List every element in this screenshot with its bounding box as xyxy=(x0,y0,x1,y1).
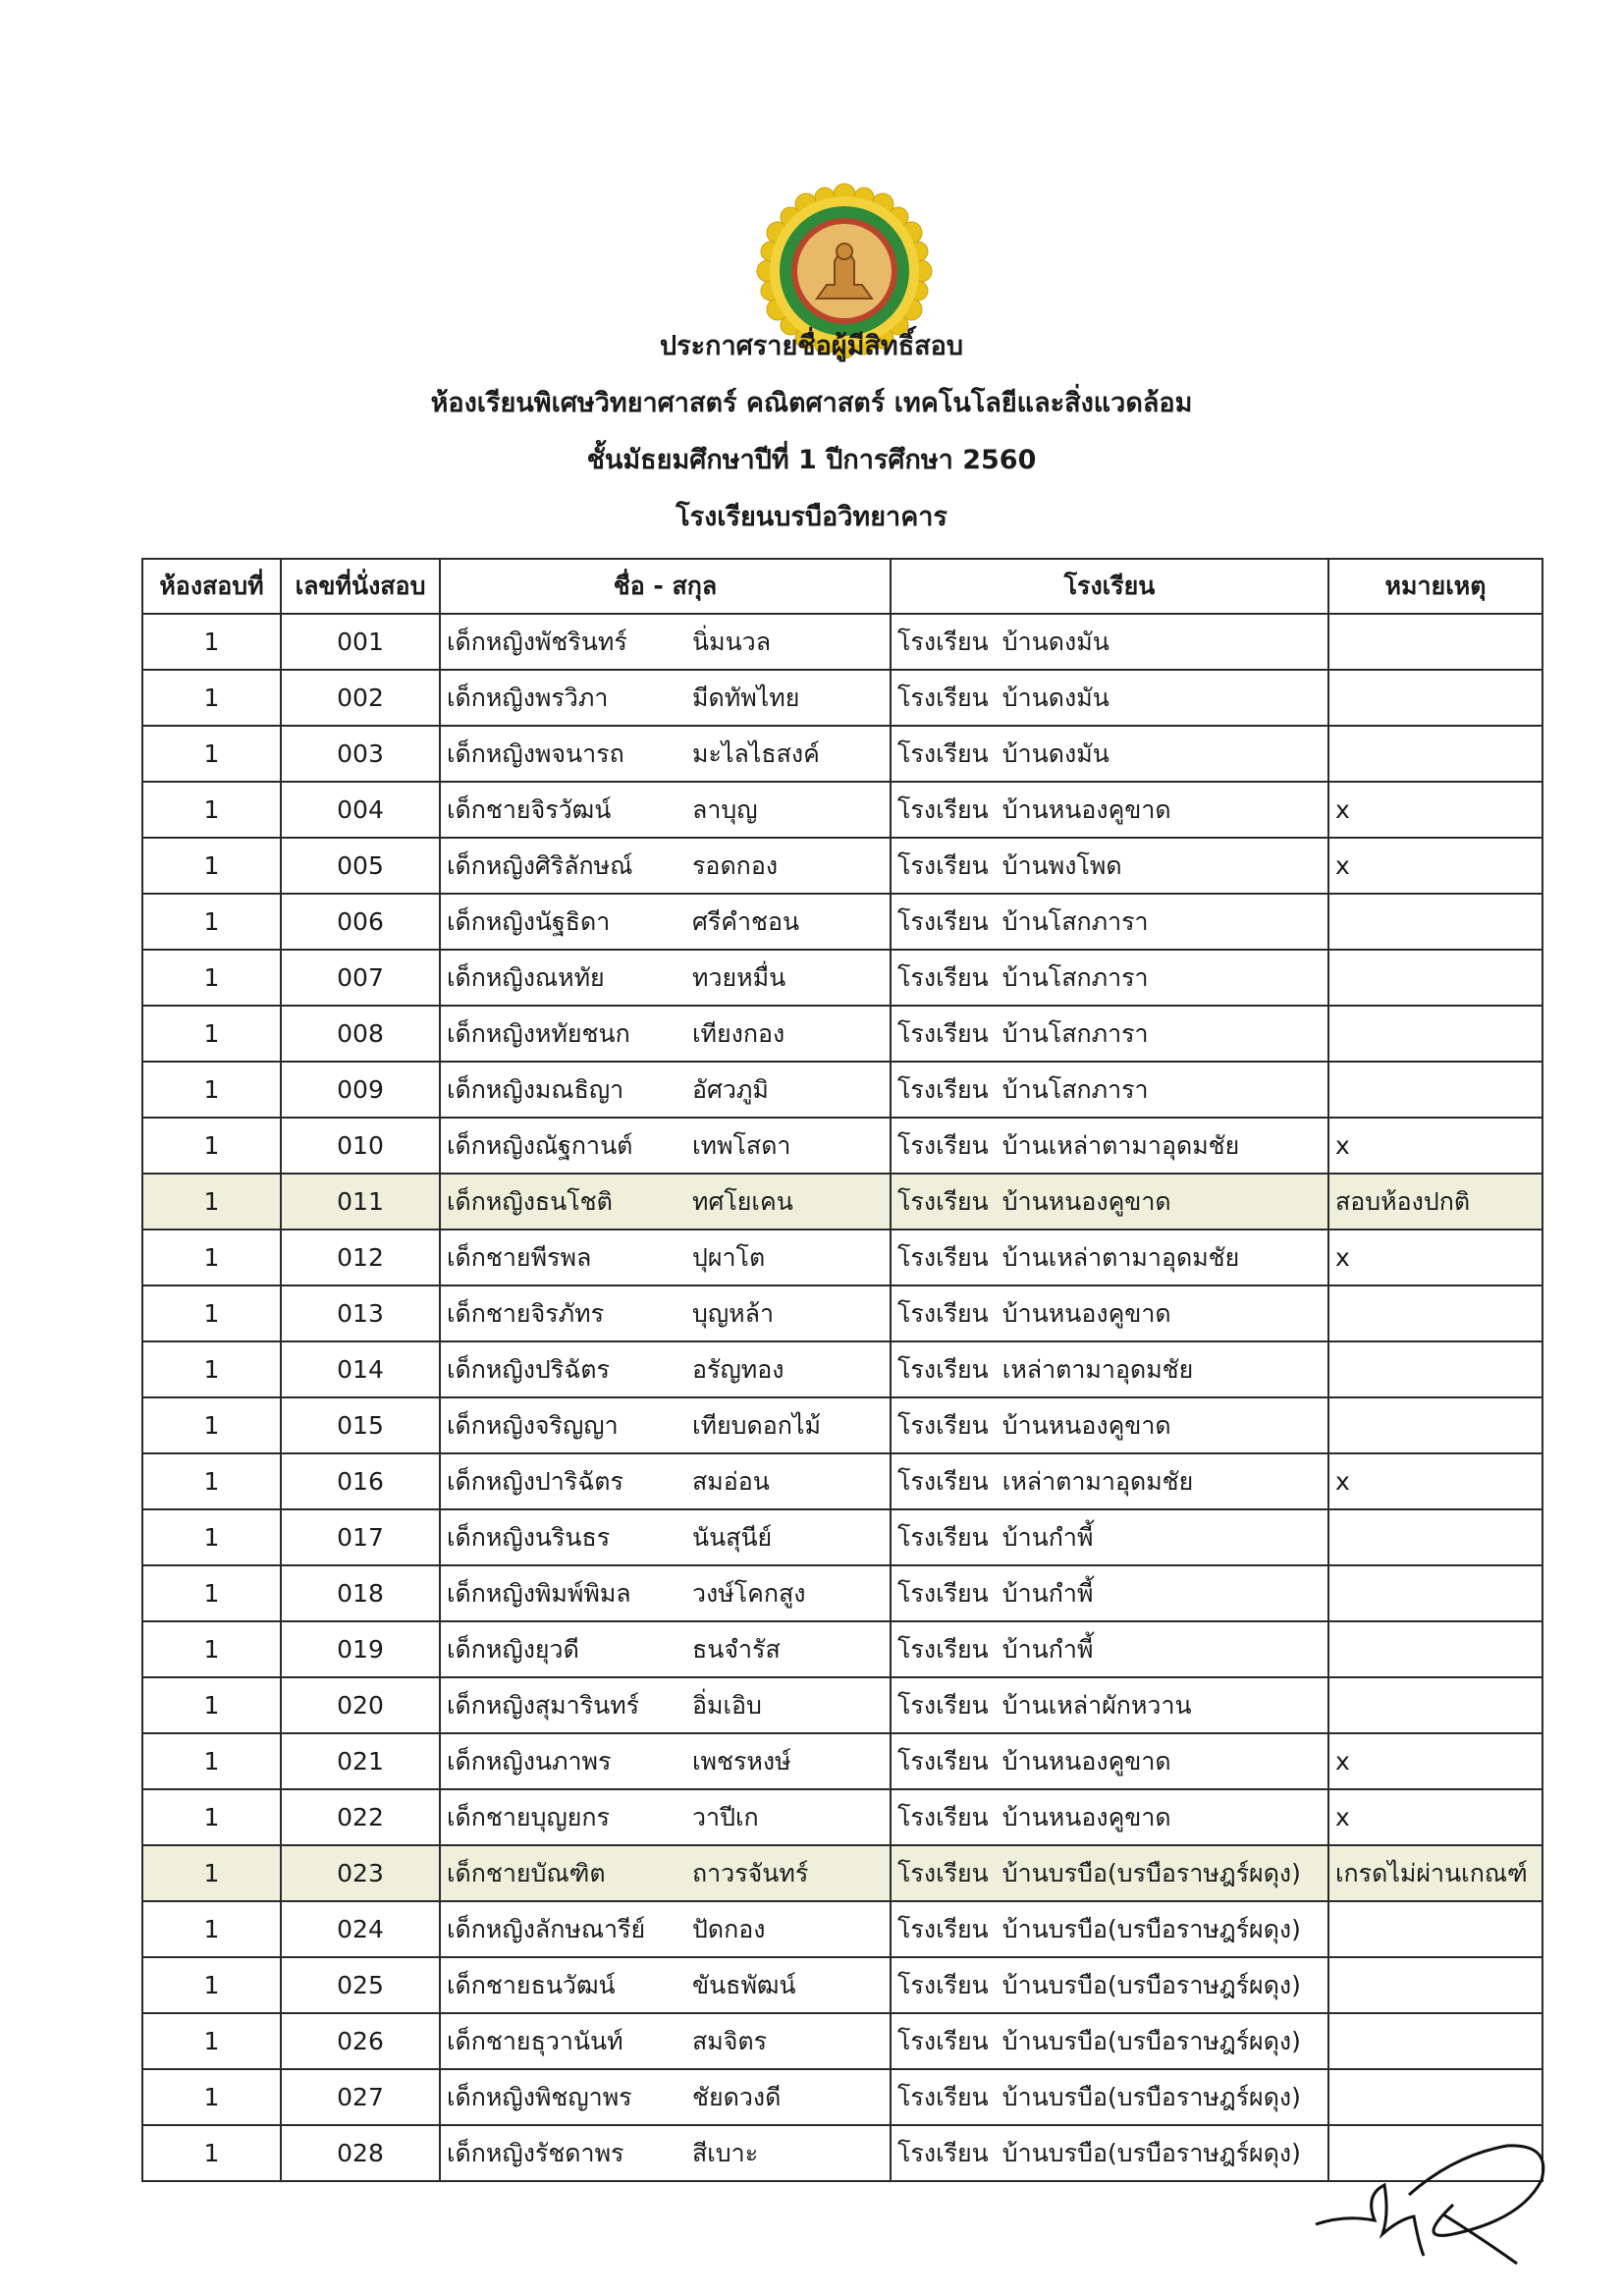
cell-note: สอบห้องปกติ xyxy=(1328,1174,1542,1230)
school-prefix: โรงเรียน xyxy=(897,1130,989,1160)
table-row xyxy=(142,1453,1542,1509)
first-name: เด็กชายจิรภัทร xyxy=(447,1298,605,1328)
cell-seat: 014 xyxy=(281,1341,440,1397)
cell-note: x xyxy=(1328,1733,1542,1789)
first-name: เด็กหญิงปริฉัตร xyxy=(447,1354,610,1384)
first-name: เด็กหญิงลักษณารีย์ xyxy=(447,1914,646,1943)
cell-seat: 012 xyxy=(281,1230,440,1285)
header-school: โรงเรียน xyxy=(891,559,1328,614)
school-name: บ้านหนองคูขาด xyxy=(1001,1802,1171,1831)
roster-body xyxy=(142,614,1542,2181)
school-name: บ้านหนองคูขาด xyxy=(1001,1746,1171,1776)
school-name: บ้านพงโพด xyxy=(1001,850,1122,880)
first-name: เด็กหญิงณหทัย xyxy=(447,962,605,992)
first-name: เด็กหญิงพิมพ์พิมล xyxy=(447,1578,631,1608)
school-prefix: โรงเรียน xyxy=(897,1186,989,1216)
school-name: บ้านเหล่าตามาอุดมชัย xyxy=(1001,1130,1240,1160)
school-prefix: โรงเรียน xyxy=(897,683,989,712)
table-row xyxy=(142,782,1542,838)
last-name: นันสุนีย์ xyxy=(692,1522,773,1552)
cell-seat: 011 xyxy=(281,1174,440,1230)
cell-seat: 017 xyxy=(281,1509,440,1565)
cell-name xyxy=(440,1006,891,1062)
cell-school xyxy=(891,1453,1328,1509)
cell-school xyxy=(891,1957,1328,2013)
school-prefix: โรงเรียน xyxy=(897,1858,989,1887)
cell-note xyxy=(1328,2013,1542,2069)
cell-school xyxy=(891,1174,1328,1230)
cell-school xyxy=(891,1509,1328,1565)
first-name: เด็กหญิงนภาพร xyxy=(447,1746,612,1776)
cell-seat: 002 xyxy=(281,670,440,726)
table-row xyxy=(142,1118,1542,1174)
school-name: บ้านบรบือ(บรบือราษฎร์ผดุง) xyxy=(1001,1914,1301,1943)
school-name: บ้านโสกภารา xyxy=(1001,906,1149,936)
cell-seat: 021 xyxy=(281,1733,440,1789)
table-row xyxy=(142,1621,1542,1677)
first-name: เด็กหญิงรัชดาพร xyxy=(447,2138,624,2167)
cell-name xyxy=(440,1453,891,1509)
cell-name xyxy=(440,1174,891,1230)
cell-school xyxy=(891,1285,1328,1341)
first-name: เด็กหญิงปาริฉัตร xyxy=(447,1466,623,1496)
header-name: ชื่อ - สกุล xyxy=(440,559,891,614)
cell-school xyxy=(891,2125,1328,2181)
cell-note: x xyxy=(1328,1118,1542,1174)
cell-note xyxy=(1328,1341,1542,1397)
cell-seat: 027 xyxy=(281,2069,440,2125)
first-name: เด็กหญิงสุมารินทร์ xyxy=(447,1690,640,1720)
header-room: ห้องสอบที่ xyxy=(142,559,281,614)
table-row xyxy=(142,894,1542,950)
last-name: ปุผาโต xyxy=(692,1242,766,1272)
school-name: บ้านกำพี้ xyxy=(1001,1578,1094,1608)
cell-note xyxy=(1328,1621,1542,1677)
cell-name xyxy=(440,894,891,950)
last-name: สมอ่อน xyxy=(692,1466,770,1496)
first-name: เด็กหญิงพิชญาพร xyxy=(447,2082,632,2111)
last-name: นิ่มนวล xyxy=(692,627,772,656)
cell-seat: 016 xyxy=(281,1453,440,1509)
school-prefix: โรงเรียน xyxy=(897,794,989,824)
last-name: ชัยดวงดี xyxy=(692,2082,782,2111)
cell-room: 1 xyxy=(142,1397,281,1453)
cell-name xyxy=(440,726,891,782)
cell-seat: 001 xyxy=(281,614,440,670)
first-name: เด็กหญิงมณธิญา xyxy=(447,1074,624,1104)
school-prefix: โรงเรียน xyxy=(897,1746,989,1776)
cell-room: 1 xyxy=(142,1285,281,1341)
table-row xyxy=(142,670,1542,726)
cell-school xyxy=(891,1230,1328,1285)
school-name: บ้านหนองคูขาด xyxy=(1001,1410,1171,1440)
school-name: บ้านบรบือ(บรบือราษฎร์ผดุง) xyxy=(1001,2082,1301,2111)
last-name: อิ่มเอิบ xyxy=(692,1690,762,1720)
table-row xyxy=(142,1789,1542,1845)
cell-seat: 024 xyxy=(281,1901,440,1957)
table-row xyxy=(142,726,1542,782)
table-row xyxy=(142,1901,1542,1957)
last-name: สีเบาะ xyxy=(692,2138,759,2167)
school-name: เหล่าตามาอุดมชัย xyxy=(1001,1466,1194,1496)
cell-note xyxy=(1328,1006,1542,1062)
cell-room: 1 xyxy=(142,1453,281,1509)
school-prefix: โรงเรียน xyxy=(897,1802,989,1831)
table-row xyxy=(142,1509,1542,1565)
first-name: เด็กหญิงพจนารถ xyxy=(447,738,624,768)
school-prefix: โรงเรียน xyxy=(897,1690,989,1720)
cell-room: 1 xyxy=(142,1957,281,2013)
cell-room: 1 xyxy=(142,1565,281,1621)
last-name: มีดทัพไทย xyxy=(692,683,800,712)
cell-name xyxy=(440,614,891,670)
cell-school xyxy=(891,1006,1328,1062)
school-name: บ้านบรบือ(บรบือราษฎร์ผดุง) xyxy=(1001,1970,1301,1999)
school-name-title: โรงเรียนบรบือวิทยาคาร xyxy=(676,502,947,532)
cell-name xyxy=(440,1845,891,1901)
cell-room: 1 xyxy=(142,838,281,894)
cell-note xyxy=(1328,1062,1542,1118)
cell-name xyxy=(440,1621,891,1677)
cell-note xyxy=(1328,1397,1542,1453)
cell-seat: 005 xyxy=(281,838,440,894)
cell-name xyxy=(440,1789,891,1845)
header-seat: เลขที่นั่งสอบ xyxy=(281,559,440,614)
first-name: เด็กหญิงณัฐกานต์ xyxy=(447,1130,633,1160)
cell-seat: 015 xyxy=(281,1397,440,1453)
cell-school xyxy=(891,2013,1328,2069)
cell-name xyxy=(440,1397,891,1453)
school-name: บ้านโสกภารา xyxy=(1001,1074,1149,1104)
cell-school xyxy=(891,1621,1328,1677)
last-name: อัศวภูมิ xyxy=(692,1074,769,1104)
cell-note xyxy=(1328,2069,1542,2125)
cell-name xyxy=(440,1118,891,1174)
school-name: บ้านโสกภารา xyxy=(1001,1018,1149,1048)
cell-note xyxy=(1328,1677,1542,1733)
first-name: เด็กหญิงพรวิภา xyxy=(447,683,609,712)
school-prefix: โรงเรียน xyxy=(897,1298,989,1328)
cell-room: 1 xyxy=(142,1230,281,1285)
cell-note: x xyxy=(1328,1453,1542,1509)
cell-school xyxy=(891,1118,1328,1174)
cell-school xyxy=(891,1789,1328,1845)
school-prefix: โรงเรียน xyxy=(897,1578,989,1608)
program-title: ห้องเรียนพิเศษวิทยาศาสตร์ คณิตศาสตร์ เทคโนโลยีและสิ่งแวดล้อม xyxy=(430,388,1193,418)
first-name: เด็กหญิงนัฐธิดา xyxy=(447,906,611,936)
first-name: เด็กชายบัณฑิต xyxy=(447,1858,606,1887)
school-prefix: โรงเรียน xyxy=(897,2138,989,2167)
cell-room: 1 xyxy=(142,1789,281,1845)
last-name: เทียบดอกไม้ xyxy=(692,1410,821,1440)
school-prefix: โรงเรียน xyxy=(897,2082,989,2111)
cell-seat: 025 xyxy=(281,1957,440,2013)
cell-note xyxy=(1328,1509,1542,1565)
cell-seat: 010 xyxy=(281,1118,440,1174)
first-name: เด็กชายบุญยกร xyxy=(447,1802,610,1831)
table-header-row xyxy=(142,559,1542,614)
cell-note xyxy=(1328,1285,1542,1341)
grade-year-title: ชั้นมัธยมศึกษาปีที่ 1 ปีการศึกษา 2560 xyxy=(586,445,1037,475)
school-prefix: โรงเรียน xyxy=(897,906,989,936)
first-name: เด็กชายพีรพล xyxy=(447,1242,592,1272)
cell-note xyxy=(1328,726,1542,782)
first-name: เด็กหญิงยุวดี xyxy=(447,1634,579,1664)
last-name: ทวยหมื่น xyxy=(692,962,786,992)
cell-school xyxy=(891,782,1328,838)
last-name: เทพโสดา xyxy=(692,1130,791,1160)
last-name: ธนจำรัส xyxy=(692,1634,781,1664)
cell-room: 1 xyxy=(142,614,281,670)
cell-name xyxy=(440,1901,891,1957)
cell-note: x xyxy=(1328,782,1542,838)
cell-room: 1 xyxy=(142,670,281,726)
cell-name xyxy=(440,1677,891,1733)
first-name: เด็กหญิงหทัยชนก xyxy=(447,1018,630,1048)
table-row xyxy=(142,614,1542,670)
roster-table xyxy=(141,558,1543,2182)
school-name: บ้านเหล่าผักหวาน xyxy=(1001,1690,1192,1720)
cell-room: 1 xyxy=(142,1621,281,1677)
cell-room: 1 xyxy=(142,2069,281,2125)
cell-school xyxy=(891,1341,1328,1397)
cell-name xyxy=(440,1230,891,1285)
last-name: วาปีเก xyxy=(692,1802,759,1831)
cell-room: 1 xyxy=(142,2013,281,2069)
first-name: เด็กชายธนวัฒน์ xyxy=(447,1970,616,1999)
cell-room: 1 xyxy=(142,1845,281,1901)
table-row xyxy=(142,1677,1542,1733)
cell-school xyxy=(891,838,1328,894)
last-name: เทียงกอง xyxy=(692,1018,785,1048)
school-prefix: โรงเรียน xyxy=(897,1354,989,1384)
last-name: ปัดกอง xyxy=(692,1914,766,1943)
cell-note: x xyxy=(1328,1230,1542,1285)
cell-name xyxy=(440,670,891,726)
table-row xyxy=(142,2013,1542,2069)
cell-school xyxy=(891,670,1328,726)
cell-note xyxy=(1328,1901,1542,1957)
school-name: บ้านดงมัน xyxy=(1001,627,1109,656)
last-name: ถาวรจันทร์ xyxy=(692,1858,809,1887)
school-name: บ้านหนองคูขาด xyxy=(1001,794,1171,824)
table-row xyxy=(142,1285,1542,1341)
table-row xyxy=(142,1957,1542,2013)
cell-school xyxy=(891,726,1328,782)
school-name: บ้านกำพี้ xyxy=(1001,1634,1094,1664)
cell-seat: 028 xyxy=(281,2125,440,2181)
table-row xyxy=(142,2069,1542,2125)
cell-name xyxy=(440,1341,891,1397)
cell-room: 1 xyxy=(142,726,281,782)
cell-room: 1 xyxy=(142,950,281,1006)
school-name: บ้านบรบือ(บรบือราษฎร์ผดุง) xyxy=(1001,1858,1301,1887)
first-name: เด็กหญิงพัชรินทร์ xyxy=(447,627,627,656)
table-row xyxy=(142,1733,1542,1789)
table-row xyxy=(142,838,1542,894)
cell-school xyxy=(891,1062,1328,1118)
last-name: ศรีคำชอน xyxy=(692,906,800,936)
table-row xyxy=(142,1341,1542,1397)
school-name: บ้านเหล่าตามาอุดมชัย xyxy=(1001,1242,1240,1272)
cell-seat: 023 xyxy=(281,1845,440,1901)
school-prefix: โรงเรียน xyxy=(897,1914,989,1943)
table-row xyxy=(142,1062,1542,1118)
first-name: เด็กหญิงศิริลักษณ์ xyxy=(447,850,633,880)
cell-seat: 008 xyxy=(281,1006,440,1062)
school-name: บ้านหนองคูขาด xyxy=(1001,1298,1171,1328)
cell-name xyxy=(440,838,891,894)
cell-room: 1 xyxy=(142,2125,281,2181)
cell-seat: 022 xyxy=(281,1789,440,1845)
cell-seat: 003 xyxy=(281,726,440,782)
school-prefix: โรงเรียน xyxy=(897,1242,989,1272)
cell-name xyxy=(440,1509,891,1565)
cell-room: 1 xyxy=(142,1677,281,1733)
cell-room: 1 xyxy=(142,1341,281,1397)
last-name: เพชรหงษ์ xyxy=(692,1746,791,1776)
school-prefix: โรงเรียน xyxy=(897,627,989,656)
cell-seat: 013 xyxy=(281,1285,440,1341)
last-name: ทศโยเคน xyxy=(692,1186,793,1216)
last-name: ขันธพัฒน์ xyxy=(692,1970,796,1999)
cell-seat: 019 xyxy=(281,1621,440,1677)
cell-name xyxy=(440,1733,891,1789)
cell-name xyxy=(440,950,891,1006)
cell-note xyxy=(1328,894,1542,950)
school-prefix: โรงเรียน xyxy=(897,738,989,768)
school-prefix: โรงเรียน xyxy=(897,1018,989,1048)
cell-name xyxy=(440,1957,891,2013)
cell-school xyxy=(891,1397,1328,1453)
cell-seat: 004 xyxy=(281,782,440,838)
school-name: บ้านกำพี้ xyxy=(1001,1522,1094,1552)
school-prefix: โรงเรียน xyxy=(897,2026,989,2055)
cell-name xyxy=(440,2125,891,2181)
table-row xyxy=(142,1230,1542,1285)
cell-school xyxy=(891,1845,1328,1901)
cell-name xyxy=(440,1565,891,1621)
cell-room: 1 xyxy=(142,1118,281,1174)
cell-seat: 007 xyxy=(281,950,440,1006)
cell-room: 1 xyxy=(142,782,281,838)
cell-school xyxy=(891,1733,1328,1789)
last-name: วงษ์โคกสูง xyxy=(692,1578,806,1608)
cell-seat: 018 xyxy=(281,1565,440,1621)
cell-name xyxy=(440,1062,891,1118)
school-name: บ้านบรบือ(บรบือราษฎร์ผดุง) xyxy=(1001,2138,1301,2167)
cell-room: 1 xyxy=(142,1509,281,1565)
table-row xyxy=(142,950,1542,1006)
school-name: บ้านหนองคูขาด xyxy=(1001,1186,1171,1216)
cell-seat: 006 xyxy=(281,894,440,950)
handwritten-signature xyxy=(1306,2126,1561,2273)
table-row xyxy=(142,1565,1542,1621)
cell-room: 1 xyxy=(142,1174,281,1230)
school-name: เหล่าตามาอุดมชัย xyxy=(1001,1354,1194,1384)
table-row xyxy=(142,1845,1542,1901)
table-row xyxy=(142,1397,1542,1453)
cell-name xyxy=(440,2013,891,2069)
table-row xyxy=(142,1174,1542,1230)
first-name: เด็กชายจิรวัฒน์ xyxy=(447,794,612,824)
cell-note: x xyxy=(1328,838,1542,894)
school-prefix: โรงเรียน xyxy=(897,850,989,880)
cell-note xyxy=(1328,1957,1542,2013)
school-prefix: โรงเรียน xyxy=(897,1410,989,1440)
cell-school xyxy=(891,1677,1328,1733)
school-name: บ้านโสกภารา xyxy=(1001,962,1149,992)
cell-name xyxy=(440,782,891,838)
table-row xyxy=(142,1006,1542,1062)
last-name: มะไลไธสงค์ xyxy=(692,738,820,768)
cell-school xyxy=(891,2069,1328,2125)
cell-school xyxy=(891,1565,1328,1621)
cell-seat: 009 xyxy=(281,1062,440,1118)
cell-note: x xyxy=(1328,1789,1542,1845)
school-prefix: โรงเรียน xyxy=(897,1634,989,1664)
first-name: เด็กชายธุวานันท์ xyxy=(447,2026,623,2055)
cell-name xyxy=(440,1285,891,1341)
last-name: รอดกอง xyxy=(692,850,779,880)
first-name: เด็กหญิงธนโชติ xyxy=(447,1186,613,1216)
cell-school xyxy=(891,950,1328,1006)
cell-school xyxy=(891,614,1328,670)
last-name: อรัญทอง xyxy=(692,1354,784,1384)
cell-school xyxy=(891,894,1328,950)
cell-room: 1 xyxy=(142,894,281,950)
last-name: บุญหล้า xyxy=(692,1298,775,1328)
school-prefix: โรงเรียน xyxy=(897,962,989,992)
cell-room: 1 xyxy=(142,1062,281,1118)
first-name: เด็กหญิงนรินธร xyxy=(447,1522,611,1552)
cell-room: 1 xyxy=(142,1901,281,1957)
cell-note: เกรดไม่ผ่านเกณฑ์ xyxy=(1328,1845,1542,1901)
last-name: สมจิตร xyxy=(692,2026,768,2055)
cell-note xyxy=(1328,670,1542,726)
announcement-title: ประกาศรายชื่อผู้มีสิทธิ์สอบ xyxy=(659,331,964,361)
cell-name xyxy=(440,2069,891,2125)
cell-note xyxy=(1328,1565,1542,1621)
header-note: หมายเหตุ xyxy=(1328,559,1542,614)
school-name: บ้านดงมัน xyxy=(1001,738,1109,768)
school-prefix: โรงเรียน xyxy=(897,1522,989,1552)
cell-room: 1 xyxy=(142,1006,281,1062)
school-name: บ้านดงมัน xyxy=(1001,683,1109,712)
last-name: ลาบุญ xyxy=(692,794,758,824)
school-prefix: โรงเรียน xyxy=(897,1970,989,1999)
cell-room: 1 xyxy=(142,1733,281,1789)
school-name: บ้านบรบือ(บรบือราษฎร์ผดุง) xyxy=(1001,2026,1301,2055)
school-prefix: โรงเรียน xyxy=(897,1074,989,1104)
cell-note xyxy=(1328,950,1542,1006)
first-name: เด็กหญิงจริญญา xyxy=(447,1410,619,1440)
cell-note xyxy=(1328,614,1542,670)
cell-school xyxy=(891,1901,1328,1957)
school-prefix: โรงเรียน xyxy=(897,1466,989,1496)
cell-seat: 026 xyxy=(281,2013,440,2069)
cell-seat: 020 xyxy=(281,1677,440,1733)
